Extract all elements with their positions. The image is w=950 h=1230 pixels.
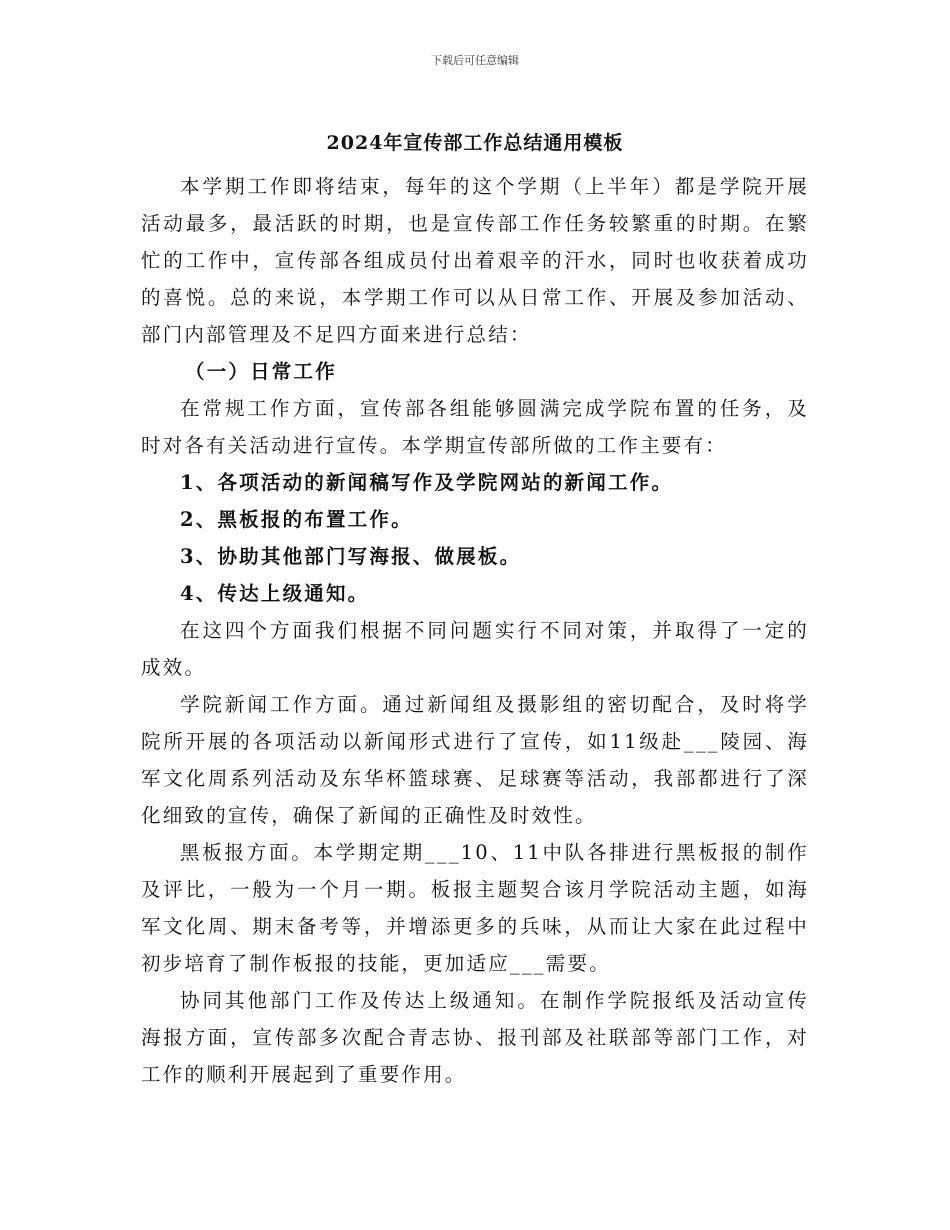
news-paragraph: 学院新闻工作方面。通过新闻组及摄影组的密切配合，及时将学院所开展的各项活动以新闻形式进行了宣传，如11级赴___陵园、海军文化周系列活动及东华杯篮球赛、足球赛等活动，我部都进行了深化细致的宣传，确保了新闻的正确性及时效性。 [141,693,809,827]
document-body [141,168,809,1093]
cooperation-paragraph: 协同其他部门工作及传达上级通知。在制作学院报纸及活动宣传海报方面，宣传部多次配合青志协、报刊部及社联部等部门工作，对工作的顺利开展起到了重要作用。 [141,989,809,1086]
header-note: 下载后可任意编辑 [431,54,519,67]
intro-paragraph: 本学期工作即将结束，每年的这个学期（上半年）都是学院开展活动最多，最活跃的时期，也是宣传部工作任务较繁重的时期。在繁忙的工作中，宣传部各组成员付出着艰辛的汗水，同时也收获着成功的喜悦。总的来说，本学期工作可以从日常工作、开展及参加活动、部门内部管理及不足四方面来进行总结： [141,175,809,346]
list-item: 2、黑板报的布置工作。 [180,508,413,531]
list-item: 1、各项活动的新闻稿写作及学院网站的新闻工作。 [180,471,674,494]
list-item: 3、协助其他部门写海报、做展板。 [180,545,522,568]
document-title: 2024年宣传部工作总结通用模板 [326,132,624,154]
section-heading-daily-work: （一）日常工作 [185,360,337,383]
list-item: 4、传达上级通知。 [180,582,370,605]
daily-work-paragraph: 在常规工作方面，宣传部各组能够圆满完成学院布置的任务，及时对各有关活动进行宣传。本学期宣传部所做的工作主要有： [141,397,809,457]
result-paragraph: 在这四个方面我们根据不同问题实行不同对策，并取得了一定的成效。 [141,619,809,679]
blackboard-paragraph: 黑板报方面。本学期定期___10、11中队各排进行黑板报的制作及评比，一般为一个月一期。板报主题契合该月学院活动主题，如海军文化周、期末备考等，并增添更多的兵味，从而让大家在此过程中初步培育了制作板报的技能，更加适应___需要。 [141,841,809,975]
